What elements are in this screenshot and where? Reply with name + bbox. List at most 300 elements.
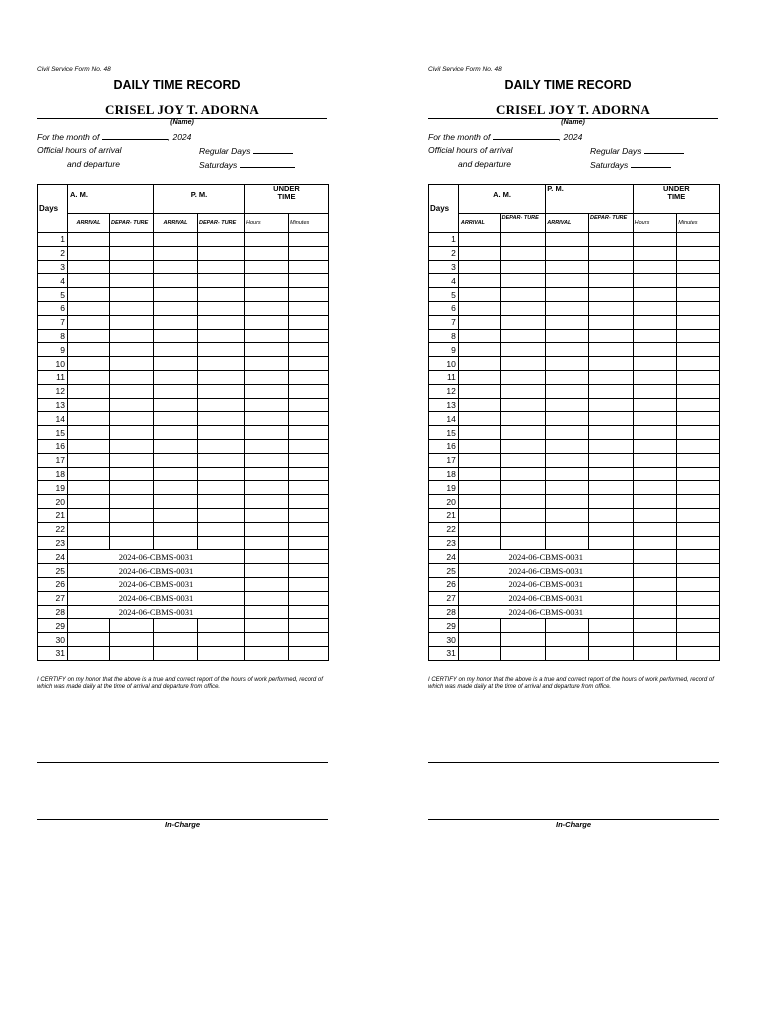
am-departure-cell[interactable] [500,467,546,481]
am-departure-cell[interactable] [500,288,546,302]
pm-arrival-cell[interactable] [154,260,198,274]
undertime-minutes-cell[interactable] [677,633,720,647]
pm-departure-cell[interactable] [198,260,245,274]
pm-arrival-cell[interactable] [154,301,198,315]
pm-departure-cell[interactable] [589,536,634,550]
pm-arrival-cell[interactable] [154,412,198,426]
pm-departure-cell[interactable] [198,481,245,495]
undertime-hours-cell[interactable] [633,384,677,398]
undertime-minutes-cell[interactable] [677,536,720,550]
am-arrival-cell[interactable] [458,398,500,412]
undertime-minutes-cell[interactable] [289,605,329,619]
undertime-hours-cell[interactable] [633,246,677,260]
undertime-hours-cell[interactable] [245,246,289,260]
undertime-minutes-cell[interactable] [289,233,329,247]
pm-departure-cell[interactable] [198,522,245,536]
undertime-minutes-cell[interactable] [677,384,720,398]
undertime-hours-cell[interactable] [245,384,289,398]
undertime-hours-cell[interactable] [633,329,677,343]
am-departure-cell[interactable] [110,288,154,302]
signature-line[interactable] [428,762,719,763]
am-departure-cell[interactable] [500,301,546,315]
am-departure-cell[interactable] [110,508,154,522]
undertime-minutes-cell[interactable] [677,260,720,274]
pm-arrival-cell[interactable] [546,288,589,302]
am-departure-cell[interactable] [110,646,154,660]
undertime-hours-cell[interactable] [633,233,677,247]
pm-arrival-cell[interactable] [546,357,589,371]
undertime-minutes-cell[interactable] [677,481,720,495]
signature-line[interactable] [37,762,328,763]
pm-departure-cell[interactable] [198,315,245,329]
undertime-minutes-cell[interactable] [289,508,329,522]
am-departure-cell[interactable] [110,412,154,426]
am-arrival-cell[interactable] [458,329,500,343]
undertime-minutes-cell[interactable] [289,439,329,453]
am-arrival-cell[interactable] [458,439,500,453]
pm-arrival-cell[interactable] [154,274,198,288]
pm-arrival-cell[interactable] [546,481,589,495]
pm-arrival-cell[interactable] [154,495,198,509]
undertime-hours-cell[interactable] [245,357,289,371]
am-arrival-cell[interactable] [458,646,500,660]
am-departure-cell[interactable] [110,274,154,288]
am-arrival-cell[interactable] [458,260,500,274]
pm-departure-cell[interactable] [589,329,634,343]
undertime-minutes-cell[interactable] [289,384,329,398]
pm-arrival-cell[interactable] [546,522,589,536]
am-arrival-cell[interactable] [458,357,500,371]
pm-arrival-cell[interactable] [154,536,198,550]
undertime-minutes-cell[interactable] [677,246,720,260]
undertime-hours-cell[interactable] [633,260,677,274]
pm-departure-cell[interactable] [198,453,245,467]
pm-departure-cell[interactable] [589,646,634,660]
undertime-minutes-cell[interactable] [677,343,720,357]
undertime-minutes-cell[interactable] [677,357,720,371]
pm-departure-cell[interactable] [589,398,634,412]
pm-departure-cell[interactable] [198,384,245,398]
undertime-hours-cell[interactable] [633,591,677,605]
undertime-minutes-cell[interactable] [677,550,720,564]
am-arrival-cell[interactable] [68,495,110,509]
undertime-minutes-cell[interactable] [677,398,720,412]
undertime-minutes-cell[interactable] [677,426,720,440]
undertime-minutes-cell[interactable] [677,467,720,481]
am-departure-cell[interactable] [500,619,546,633]
undertime-minutes-cell[interactable] [677,329,720,343]
pm-departure-cell[interactable] [198,246,245,260]
undertime-hours-cell[interactable] [245,288,289,302]
undertime-minutes-cell[interactable] [289,288,329,302]
am-arrival-cell[interactable] [68,522,110,536]
am-arrival-cell[interactable] [68,467,110,481]
am-arrival-cell[interactable] [458,246,500,260]
undertime-minutes-cell[interactable] [677,412,720,426]
undertime-hours-cell[interactable] [633,370,677,384]
pm-departure-cell[interactable] [589,453,634,467]
undertime-hours-cell[interactable] [633,467,677,481]
undertime-hours-cell[interactable] [245,426,289,440]
pm-departure-cell[interactable] [589,343,634,357]
undertime-hours-cell[interactable] [633,412,677,426]
am-arrival-cell[interactable] [458,536,500,550]
am-arrival-cell[interactable] [68,343,110,357]
am-departure-cell[interactable] [500,246,546,260]
undertime-hours-cell[interactable] [633,315,677,329]
am-departure-cell[interactable] [110,233,154,247]
am-arrival-cell[interactable] [458,481,500,495]
pm-arrival-cell[interactable] [546,315,589,329]
pm-arrival-cell[interactable] [546,508,589,522]
am-departure-cell[interactable] [500,260,546,274]
undertime-minutes-cell[interactable] [677,370,720,384]
pm-arrival-cell[interactable] [154,357,198,371]
am-departure-cell[interactable] [110,453,154,467]
am-departure-cell[interactable] [500,412,546,426]
undertime-minutes-cell[interactable] [289,343,329,357]
pm-arrival-cell[interactable] [154,453,198,467]
am-departure-cell[interactable] [500,508,546,522]
undertime-minutes-cell[interactable] [677,495,720,509]
am-departure-cell[interactable] [110,495,154,509]
pm-departure-cell[interactable] [589,522,634,536]
undertime-minutes-cell[interactable] [677,646,720,660]
undertime-minutes-cell[interactable] [289,260,329,274]
undertime-minutes-cell[interactable] [289,619,329,633]
pm-arrival-cell[interactable] [154,315,198,329]
undertime-hours-cell[interactable] [633,536,677,550]
undertime-hours-cell[interactable] [633,633,677,647]
pm-arrival-cell[interactable] [546,370,589,384]
pm-arrival-cell[interactable] [546,536,589,550]
undertime-minutes-cell[interactable] [289,646,329,660]
pm-arrival-cell[interactable] [154,343,198,357]
undertime-minutes-cell[interactable] [289,426,329,440]
undertime-hours-cell[interactable] [245,550,289,564]
am-arrival-cell[interactable] [68,288,110,302]
am-departure-cell[interactable] [500,495,546,509]
undertime-minutes-cell[interactable] [677,233,720,247]
undertime-hours-cell[interactable] [245,233,289,247]
pm-arrival-cell[interactable] [546,329,589,343]
pm-arrival-cell[interactable] [546,439,589,453]
undertime-minutes-cell[interactable] [289,550,329,564]
am-departure-cell[interactable] [500,274,546,288]
am-arrival-cell[interactable] [68,508,110,522]
undertime-hours-cell[interactable] [245,591,289,605]
undertime-minutes-cell[interactable] [677,591,720,605]
undertime-hours-cell[interactable] [245,536,289,550]
am-arrival-cell[interactable] [68,233,110,247]
undertime-minutes-cell[interactable] [289,481,329,495]
pm-departure-cell[interactable] [198,633,245,647]
am-arrival-cell[interactable] [68,301,110,315]
pm-arrival-cell[interactable] [154,633,198,647]
undertime-minutes-cell[interactable] [677,577,720,591]
am-arrival-cell[interactable] [68,481,110,495]
undertime-hours-cell[interactable] [245,619,289,633]
pm-arrival-cell[interactable] [154,619,198,633]
pm-arrival-cell[interactable] [546,495,589,509]
am-departure-cell[interactable] [110,315,154,329]
undertime-minutes-cell[interactable] [289,246,329,260]
am-departure-cell[interactable] [110,439,154,453]
pm-arrival-cell[interactable] [546,453,589,467]
regular-days-field[interactable] [644,145,684,154]
am-departure-cell[interactable] [110,398,154,412]
am-arrival-cell[interactable] [68,246,110,260]
undertime-hours-cell[interactable] [245,564,289,578]
am-departure-cell[interactable] [110,370,154,384]
am-arrival-cell[interactable] [458,495,500,509]
pm-arrival-cell[interactable] [546,412,589,426]
am-arrival-cell[interactable] [68,315,110,329]
undertime-minutes-cell[interactable] [289,591,329,605]
undertime-hours-cell[interactable] [245,508,289,522]
am-departure-cell[interactable] [110,329,154,343]
undertime-hours-cell[interactable] [245,646,289,660]
am-arrival-cell[interactable] [458,522,500,536]
undertime-minutes-cell[interactable] [289,522,329,536]
pm-departure-cell[interactable] [198,301,245,315]
pm-departure-cell[interactable] [589,508,634,522]
undertime-hours-cell[interactable] [245,329,289,343]
am-arrival-cell[interactable] [68,453,110,467]
undertime-minutes-cell[interactable] [677,315,720,329]
undertime-minutes-cell[interactable] [289,495,329,509]
undertime-hours-cell[interactable] [633,343,677,357]
am-departure-cell[interactable] [500,439,546,453]
undertime-minutes-cell[interactable] [289,564,329,578]
undertime-minutes-cell[interactable] [677,605,720,619]
undertime-hours-cell[interactable] [245,343,289,357]
am-arrival-cell[interactable] [458,343,500,357]
am-departure-cell[interactable] [110,384,154,398]
pm-arrival-cell[interactable] [546,646,589,660]
am-arrival-cell[interactable] [458,301,500,315]
pm-departure-cell[interactable] [198,619,245,633]
undertime-hours-cell[interactable] [633,564,677,578]
pm-departure-cell[interactable] [589,439,634,453]
am-arrival-cell[interactable] [68,426,110,440]
undertime-hours-cell[interactable] [633,288,677,302]
pm-departure-cell[interactable] [589,288,634,302]
undertime-hours-cell[interactable] [245,633,289,647]
pm-arrival-cell[interactable] [546,274,589,288]
pm-arrival-cell[interactable] [154,384,198,398]
undertime-hours-cell[interactable] [633,274,677,288]
am-arrival-cell[interactable] [458,426,500,440]
am-departure-cell[interactable] [110,522,154,536]
undertime-minutes-cell[interactable] [677,453,720,467]
undertime-hours-cell[interactable] [245,453,289,467]
am-departure-cell[interactable] [110,343,154,357]
am-departure-cell[interactable] [500,329,546,343]
pm-departure-cell[interactable] [589,357,634,371]
pm-departure-cell[interactable] [198,357,245,371]
pm-departure-cell[interactable] [589,426,634,440]
pm-departure-cell[interactable] [589,633,634,647]
pm-arrival-cell[interactable] [154,246,198,260]
pm-departure-cell[interactable] [589,315,634,329]
am-arrival-cell[interactable] [458,633,500,647]
pm-arrival-cell[interactable] [154,398,198,412]
pm-departure-cell[interactable] [198,495,245,509]
am-departure-cell[interactable] [500,522,546,536]
undertime-hours-cell[interactable] [245,315,289,329]
month-field[interactable] [102,131,168,140]
undertime-minutes-cell[interactable] [677,439,720,453]
am-arrival-cell[interactable] [458,619,500,633]
undertime-minutes-cell[interactable] [677,619,720,633]
pm-arrival-cell[interactable] [546,246,589,260]
undertime-hours-cell[interactable] [633,508,677,522]
undertime-hours-cell[interactable] [633,439,677,453]
am-departure-cell[interactable] [500,384,546,398]
undertime-hours-cell[interactable] [245,522,289,536]
pm-arrival-cell[interactable] [154,233,198,247]
undertime-minutes-cell[interactable] [289,301,329,315]
undertime-hours-cell[interactable] [245,467,289,481]
undertime-minutes-cell[interactable] [289,274,329,288]
undertime-hours-cell[interactable] [245,481,289,495]
pm-arrival-cell[interactable] [154,288,198,302]
undertime-hours-cell[interactable] [633,453,677,467]
pm-departure-cell[interactable] [198,646,245,660]
undertime-hours-cell[interactable] [633,426,677,440]
undertime-minutes-cell[interactable] [289,467,329,481]
undertime-hours-cell[interactable] [245,370,289,384]
pm-arrival-cell[interactable] [546,301,589,315]
am-arrival-cell[interactable] [68,260,110,274]
am-departure-cell[interactable] [500,633,546,647]
pm-departure-cell[interactable] [198,467,245,481]
undertime-hours-cell[interactable] [245,495,289,509]
pm-departure-cell[interactable] [198,329,245,343]
pm-departure-cell[interactable] [198,508,245,522]
undertime-hours-cell[interactable] [245,260,289,274]
saturdays-field[interactable] [631,159,671,168]
pm-departure-cell[interactable] [198,233,245,247]
am-departure-cell[interactable] [110,301,154,315]
pm-departure-cell[interactable] [589,260,634,274]
pm-arrival-cell[interactable] [546,633,589,647]
pm-departure-cell[interactable] [198,439,245,453]
regular-days-field[interactable] [253,145,293,154]
pm-departure-cell[interactable] [198,343,245,357]
undertime-hours-cell[interactable] [633,481,677,495]
am-arrival-cell[interactable] [68,439,110,453]
undertime-hours-cell[interactable] [633,301,677,315]
am-departure-cell[interactable] [500,453,546,467]
saturdays-field[interactable] [240,159,295,168]
am-arrival-cell[interactable] [68,357,110,371]
am-departure-cell[interactable] [500,370,546,384]
am-arrival-cell[interactable] [68,633,110,647]
pm-arrival-cell[interactable] [546,384,589,398]
undertime-minutes-cell[interactable] [289,357,329,371]
undertime-hours-cell[interactable] [245,439,289,453]
am-departure-cell[interactable] [500,343,546,357]
pm-departure-cell[interactable] [198,398,245,412]
pm-departure-cell[interactable] [589,467,634,481]
am-departure-cell[interactable] [500,646,546,660]
pm-departure-cell[interactable] [589,370,634,384]
undertime-minutes-cell[interactable] [289,329,329,343]
am-arrival-cell[interactable] [458,508,500,522]
pm-arrival-cell[interactable] [154,467,198,481]
undertime-minutes-cell[interactable] [289,370,329,384]
pm-arrival-cell[interactable] [154,646,198,660]
pm-departure-cell[interactable] [589,619,634,633]
am-departure-cell[interactable] [500,357,546,371]
pm-arrival-cell[interactable] [154,426,198,440]
pm-departure-cell[interactable] [198,536,245,550]
pm-departure-cell[interactable] [198,426,245,440]
undertime-minutes-cell[interactable] [289,398,329,412]
undertime-hours-cell[interactable] [245,274,289,288]
undertime-hours-cell[interactable] [245,577,289,591]
am-departure-cell[interactable] [110,246,154,260]
undertime-minutes-cell[interactable] [677,564,720,578]
pm-arrival-cell[interactable] [546,467,589,481]
am-arrival-cell[interactable] [68,370,110,384]
pm-departure-cell[interactable] [589,274,634,288]
am-arrival-cell[interactable] [68,412,110,426]
undertime-hours-cell[interactable] [633,522,677,536]
am-arrival-cell[interactable] [458,274,500,288]
am-arrival-cell[interactable] [458,288,500,302]
pm-arrival-cell[interactable] [154,329,198,343]
am-arrival-cell[interactable] [68,619,110,633]
am-arrival-cell[interactable] [458,412,500,426]
am-arrival-cell[interactable] [68,536,110,550]
pm-departure-cell[interactable] [589,233,634,247]
am-departure-cell[interactable] [110,260,154,274]
undertime-hours-cell[interactable] [633,550,677,564]
am-arrival-cell[interactable] [458,370,500,384]
pm-departure-cell[interactable] [589,481,634,495]
pm-departure-cell[interactable] [198,274,245,288]
pm-arrival-cell[interactable] [154,522,198,536]
pm-departure-cell[interactable] [198,412,245,426]
undertime-minutes-cell[interactable] [677,522,720,536]
undertime-minutes-cell[interactable] [677,274,720,288]
undertime-hours-cell[interactable] [245,412,289,426]
am-arrival-cell[interactable] [458,233,500,247]
undertime-hours-cell[interactable] [633,605,677,619]
undertime-minutes-cell[interactable] [289,633,329,647]
am-arrival-cell[interactable] [458,467,500,481]
undertime-hours-cell[interactable] [633,619,677,633]
am-arrival-cell[interactable] [68,384,110,398]
undertime-minutes-cell[interactable] [289,453,329,467]
undertime-minutes-cell[interactable] [677,288,720,302]
am-departure-cell[interactable] [110,467,154,481]
undertime-hours-cell[interactable] [245,605,289,619]
undertime-hours-cell[interactable] [245,301,289,315]
pm-departure-cell[interactable] [589,246,634,260]
pm-arrival-cell[interactable] [546,398,589,412]
undertime-minutes-cell[interactable] [289,536,329,550]
undertime-minutes-cell[interactable] [289,577,329,591]
pm-arrival-cell[interactable] [546,233,589,247]
am-departure-cell[interactable] [500,481,546,495]
pm-departure-cell[interactable] [589,495,634,509]
am-departure-cell[interactable] [110,426,154,440]
am-departure-cell[interactable] [500,536,546,550]
